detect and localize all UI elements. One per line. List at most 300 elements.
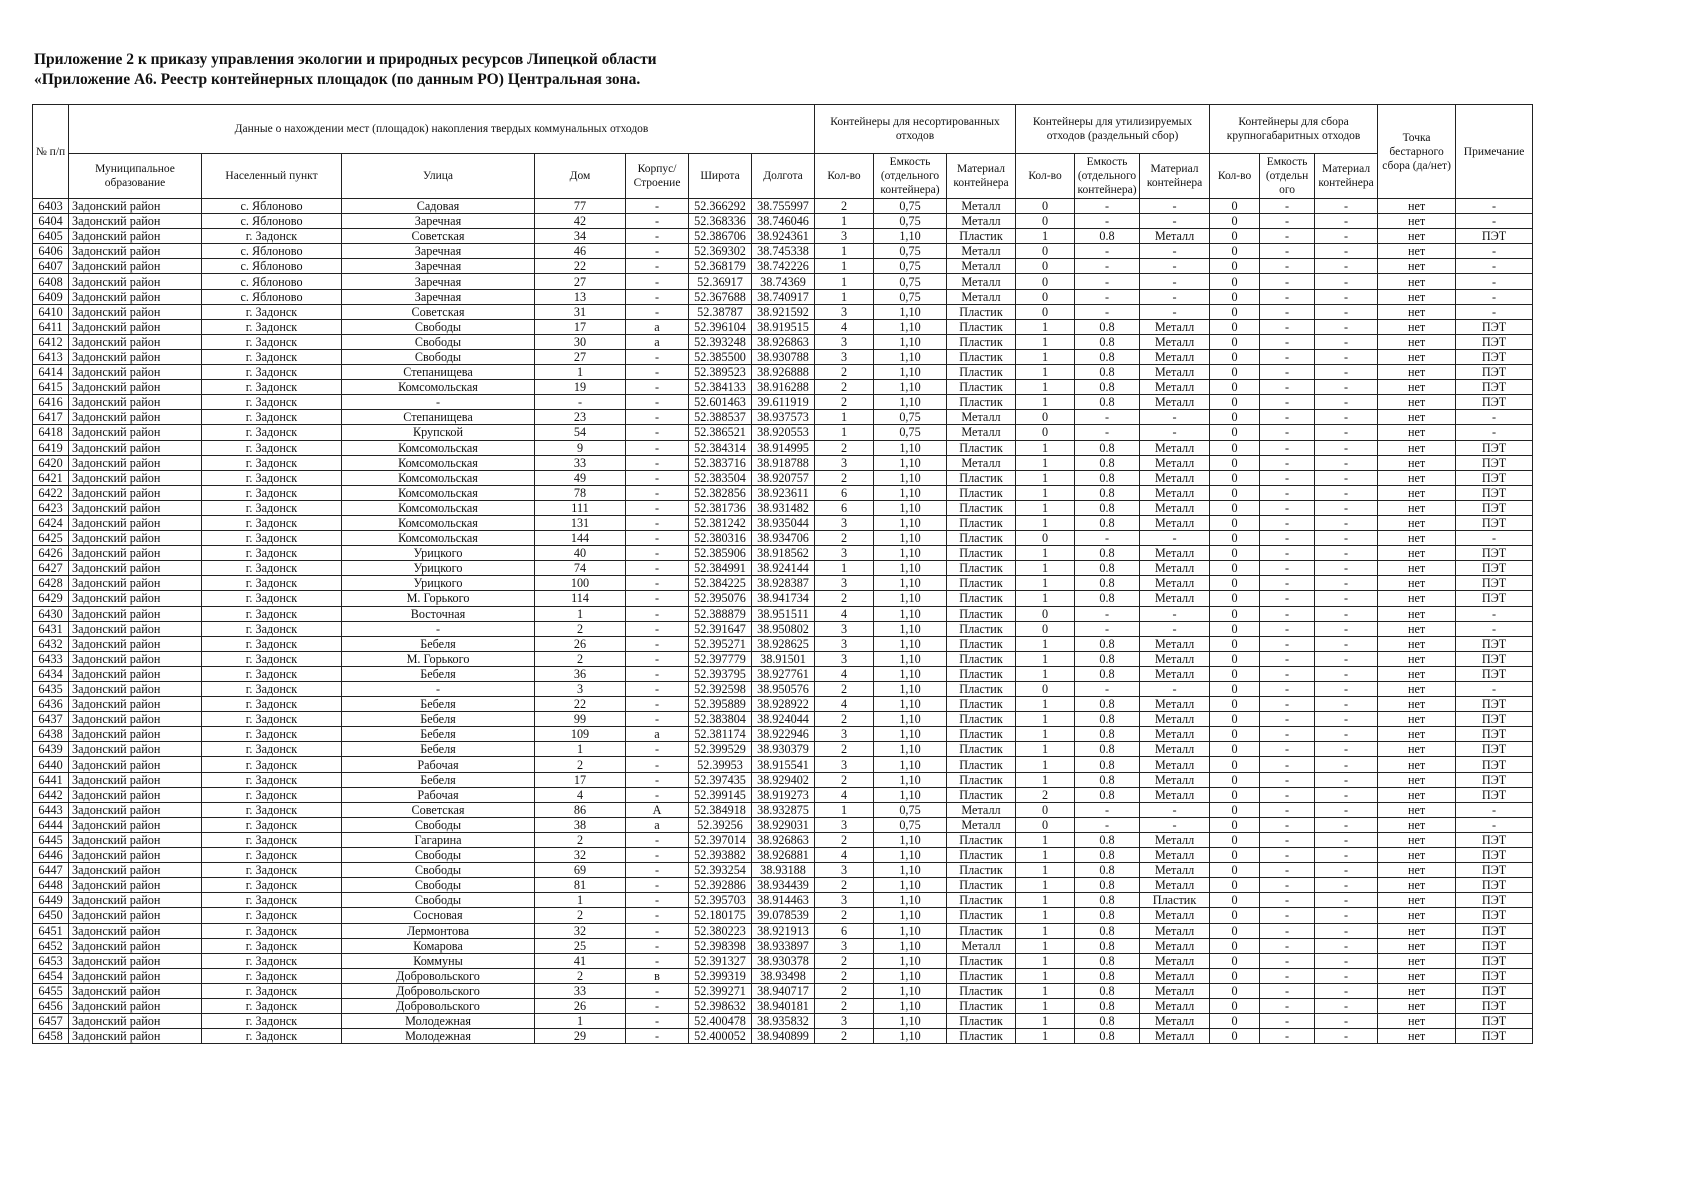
table-cell: Пластик	[947, 576, 1016, 591]
table-cell: Металл	[1140, 968, 1210, 983]
table-cell: -	[626, 289, 689, 304]
table-cell: нет	[1378, 334, 1456, 349]
table-cell: нет	[1378, 968, 1456, 983]
table-cell: 52.395703	[689, 893, 752, 908]
table-cell: -	[1456, 304, 1533, 319]
table-cell: 0	[1210, 334, 1260, 349]
table-cell: 0.8	[1075, 319, 1140, 334]
table-cell: -	[1315, 817, 1378, 832]
table-cell: 52.398398	[689, 938, 752, 953]
table-cell: 26	[535, 998, 626, 1013]
table-cell: 38.927761	[752, 666, 815, 681]
table-cell: 0	[1210, 923, 1260, 938]
table-cell: 0.8	[1075, 998, 1140, 1013]
table-cell: -	[1260, 304, 1315, 319]
table-cell: 52.398632	[689, 998, 752, 1013]
table-cell: -	[626, 349, 689, 364]
table-cell: ПЭТ	[1456, 727, 1533, 742]
table-cell: нет	[1378, 1029, 1456, 1044]
table-cell: 4	[815, 697, 874, 712]
table-cell: Коммуны	[342, 953, 535, 968]
table-cell: -	[1260, 878, 1315, 893]
table-cell: 2	[815, 968, 874, 983]
table-cell: 0	[1210, 561, 1260, 576]
table-cell: -	[1140, 531, 1210, 546]
table-cell: нет	[1378, 485, 1456, 500]
table-cell: ПЭТ	[1456, 742, 1533, 757]
table-cell: Металл	[1140, 591, 1210, 606]
table-cell: 6450	[33, 908, 69, 923]
table-row	[33, 832, 1533, 847]
table-cell: Заречная	[342, 244, 535, 259]
table-cell: 38.74369	[752, 274, 815, 289]
table-cell: -	[626, 410, 689, 425]
table-cell: 1	[1016, 666, 1075, 681]
table-cell: Степанищева	[342, 365, 535, 380]
table-row	[33, 380, 1533, 395]
table-cell: г. Задонск	[202, 697, 342, 712]
table-cell: -	[626, 938, 689, 953]
table-cell: Садовая	[342, 199, 535, 214]
table-cell: 6	[815, 500, 874, 515]
table-cell: 0	[1210, 365, 1260, 380]
table-cell: 38.921592	[752, 304, 815, 319]
table-row	[33, 485, 1533, 500]
table-cell: Пластик	[947, 395, 1016, 410]
table-cell: 1	[1016, 500, 1075, 515]
table-cell: -	[1315, 229, 1378, 244]
table-cell: 0	[1016, 817, 1075, 832]
table-row	[33, 1014, 1533, 1029]
table-cell: 1,10	[874, 757, 947, 772]
table-cell: ПЭТ	[1456, 772, 1533, 787]
table-cell: -	[1260, 621, 1315, 636]
table-cell: 0.8	[1075, 515, 1140, 530]
table-cell: 0	[1210, 863, 1260, 878]
table-row	[33, 576, 1533, 591]
table-cell: Пластик	[947, 531, 1016, 546]
table-cell: г. Задонск	[202, 425, 342, 440]
table-cell: 52.388879	[689, 606, 752, 621]
table-cell: 0	[1210, 998, 1260, 1013]
table-cell: -	[1140, 214, 1210, 229]
table-cell: 1	[1016, 1014, 1075, 1029]
table-cell: нет	[1378, 561, 1456, 576]
table-cell: М. Горького	[342, 591, 535, 606]
table-cell: 0.8	[1075, 938, 1140, 953]
table-cell: 6435	[33, 682, 69, 697]
table-cell: -	[1315, 425, 1378, 440]
table-cell: 0	[1210, 470, 1260, 485]
table-cell: 1	[815, 561, 874, 576]
table-cell: 78	[535, 485, 626, 500]
table-cell: 0	[1016, 682, 1075, 697]
bagless-header: Точка бестарного сбора (да/нет)	[1378, 105, 1456, 199]
table-cell: Задонский район	[69, 289, 202, 304]
table-cell: 6448	[33, 878, 69, 893]
table-cell: -	[1315, 515, 1378, 530]
bulky-count-header: Кол-во	[1210, 154, 1260, 199]
table-cell: г. Задонск	[202, 923, 342, 938]
table-cell: Пластик	[947, 878, 1016, 893]
table-cell: Пластик	[947, 561, 1016, 576]
table-cell: 6426	[33, 546, 69, 561]
latitude-header: Широта	[689, 154, 752, 199]
table-cell: -	[1456, 214, 1533, 229]
table-cell: -	[626, 1029, 689, 1044]
table-cell: 6430	[33, 606, 69, 621]
table-cell: 2	[815, 440, 874, 455]
table-cell: -	[1260, 470, 1315, 485]
table-row	[33, 229, 1533, 244]
table-cell: -	[1315, 682, 1378, 697]
table-cell: 0	[1210, 832, 1260, 847]
table-cell: Заречная	[342, 289, 535, 304]
table-cell: Задонский район	[69, 500, 202, 515]
table-cell: -	[1260, 938, 1315, 953]
table-cell: 38.932875	[752, 802, 815, 817]
table-cell: 0	[1210, 546, 1260, 561]
table-cell: Советская	[342, 229, 535, 244]
table-cell: г. Задонск	[202, 983, 342, 998]
table-cell: Металл	[1140, 787, 1210, 802]
table-cell: -	[1315, 802, 1378, 817]
table-cell: 2	[815, 832, 874, 847]
table-cell: Бебеля	[342, 697, 535, 712]
table-cell: -	[1456, 289, 1533, 304]
table-cell: 0.8	[1075, 440, 1140, 455]
table-cell: -	[1260, 274, 1315, 289]
table-cell: Задонский район	[69, 953, 202, 968]
table-cell: -	[626, 259, 689, 274]
table-cell: г. Задонск	[202, 380, 342, 395]
table-cell: г. Задонск	[202, 1014, 342, 1029]
table-cell: 6453	[33, 953, 69, 968]
table-cell: 6412	[33, 334, 69, 349]
table-cell: Задонский район	[69, 908, 202, 923]
table-cell: Металл	[947, 938, 1016, 953]
table-cell: 0.8	[1075, 636, 1140, 651]
table-cell: 3	[815, 938, 874, 953]
table-cell: 52.368336	[689, 214, 752, 229]
table-cell: Бебеля	[342, 636, 535, 651]
table-cell: 1	[1016, 757, 1075, 772]
table-cell: 1	[1016, 878, 1075, 893]
table-cell: нет	[1378, 727, 1456, 742]
table-cell: 38.91501	[752, 651, 815, 666]
table-cell: Металл	[1140, 229, 1210, 244]
table-cell: Урицкого	[342, 546, 535, 561]
table-cell: 99	[535, 712, 626, 727]
table-cell: г. Задонск	[202, 742, 342, 757]
table-cell: -	[1315, 591, 1378, 606]
table-cell: нет	[1378, 621, 1456, 636]
table-cell: 38.746046	[752, 214, 815, 229]
table-cell: нет	[1378, 863, 1456, 878]
table-cell: 1	[815, 259, 874, 274]
table-cell: 38.934706	[752, 531, 815, 546]
table-cell: г. Задонск	[202, 712, 342, 727]
table-cell: ПЭТ	[1456, 515, 1533, 530]
table-cell: г. Задонск	[202, 802, 342, 817]
table-cell: -	[1315, 440, 1378, 455]
table-cell: ПЭТ	[1456, 878, 1533, 893]
table-cell: -	[626, 666, 689, 681]
table-cell: нет	[1378, 636, 1456, 651]
table-cell: ПЭТ	[1456, 983, 1533, 998]
table-cell: Задонский район	[69, 893, 202, 908]
table-cell: 6457	[33, 1014, 69, 1029]
table-cell: с. Яблоново	[202, 214, 342, 229]
table-cell: М. Горького	[342, 651, 535, 666]
table-cell: 0,75	[874, 817, 947, 832]
table-cell: 3	[815, 304, 874, 319]
table-cell: 0	[1210, 953, 1260, 968]
table-cell: 2	[815, 591, 874, 606]
table-cell: 26	[535, 636, 626, 651]
table-cell: 3	[815, 636, 874, 651]
table-row	[33, 712, 1533, 727]
table-row	[33, 742, 1533, 757]
table-cell: Пластик	[947, 787, 1016, 802]
table-cell: 36	[535, 666, 626, 681]
table-cell: 0	[1210, 772, 1260, 787]
table-cell: 6438	[33, 727, 69, 742]
table-cell: 0	[1210, 395, 1260, 410]
table-cell: 52.385906	[689, 546, 752, 561]
table-cell: г. Задонск	[202, 365, 342, 380]
table-cell: 6416	[33, 395, 69, 410]
table-cell: 38.930379	[752, 742, 815, 757]
table-cell: 0	[1016, 531, 1075, 546]
table-cell: Пластик	[947, 591, 1016, 606]
table-cell: ПЭТ	[1456, 953, 1533, 968]
table-cell: нет	[1378, 938, 1456, 953]
table-cell: Свободы	[342, 863, 535, 878]
table-cell: Пластик	[947, 697, 1016, 712]
table-cell: 1,10	[874, 319, 947, 334]
table-cell: 0.8	[1075, 923, 1140, 938]
table-cell: 52.369302	[689, 244, 752, 259]
table-cell: 1,10	[874, 349, 947, 364]
table-cell: г. Задонск	[202, 349, 342, 364]
table-cell: 1,10	[874, 742, 947, 757]
table-cell: 6407	[33, 259, 69, 274]
table-cell: 6421	[33, 470, 69, 485]
longitude-header: Долгота	[752, 154, 815, 199]
table-cell: 1,10	[874, 546, 947, 561]
table-cell: 6436	[33, 697, 69, 712]
table-cell: 0	[1210, 515, 1260, 530]
table-cell: 0.8	[1075, 1029, 1140, 1044]
table-cell: Комсомольская	[342, 515, 535, 530]
table-cell: 52.397014	[689, 832, 752, 847]
table-cell: -	[626, 214, 689, 229]
table-cell: 1	[1016, 742, 1075, 757]
table-cell: 52.388537	[689, 410, 752, 425]
table-cell: нет	[1378, 274, 1456, 289]
table-cell: 49	[535, 470, 626, 485]
table-cell: 6433	[33, 651, 69, 666]
table-cell: 0,75	[874, 274, 947, 289]
table-cell: г. Задонск	[202, 878, 342, 893]
table-cell: -	[1260, 802, 1315, 817]
table-cell: Задонский район	[69, 214, 202, 229]
table-cell: 6434	[33, 666, 69, 681]
table-cell: ПЭТ	[1456, 651, 1533, 666]
table-cell: 1,10	[874, 893, 947, 908]
table-cell: ПЭТ	[1456, 485, 1533, 500]
table-cell: Пластик	[947, 636, 1016, 651]
table-cell: -	[1260, 365, 1315, 380]
table-cell: г. Задонск	[202, 953, 342, 968]
table-cell: Комсомольская	[342, 485, 535, 500]
table-cell: 1	[535, 1014, 626, 1029]
table-cell: -	[1140, 304, 1210, 319]
table-cell: Добровольского	[342, 983, 535, 998]
table-cell: 17	[535, 319, 626, 334]
table-cell: нет	[1378, 923, 1456, 938]
table-cell: 1	[535, 606, 626, 621]
table-cell: Задонский район	[69, 1029, 202, 1044]
table-cell: -	[1260, 576, 1315, 591]
table-cell: 4	[815, 606, 874, 621]
table-cell: 6447	[33, 863, 69, 878]
table-cell: 0	[1210, 485, 1260, 500]
table-cell: ПЭТ	[1456, 395, 1533, 410]
table-cell: в	[626, 968, 689, 983]
table-cell: 1	[1016, 365, 1075, 380]
table-cell: 52.383716	[689, 455, 752, 470]
table-cell: Задонский район	[69, 848, 202, 863]
table-cell: а	[626, 319, 689, 334]
table-cell: -	[1075, 289, 1140, 304]
table-cell: г. Задонск	[202, 666, 342, 681]
table-cell: -	[1315, 697, 1378, 712]
table-cell: 0,75	[874, 199, 947, 214]
table-cell: Комарова	[342, 938, 535, 953]
table-cell: 52.396104	[689, 319, 752, 334]
table-cell: Сосновая	[342, 908, 535, 923]
table-cell: Металл	[1140, 712, 1210, 727]
table-cell: Металл	[1140, 440, 1210, 455]
table-cell: 1,10	[874, 470, 947, 485]
table-cell: 1,10	[874, 832, 947, 847]
table-cell: -	[1315, 561, 1378, 576]
table-cell: -	[1315, 983, 1378, 998]
table-cell: 6	[815, 923, 874, 938]
table-cell: Пластик	[947, 319, 1016, 334]
table-cell: Металл	[1140, 953, 1210, 968]
table-cell: -	[626, 244, 689, 259]
table-cell: 0	[1016, 274, 1075, 289]
table-row	[33, 998, 1533, 1013]
table-cell: -	[626, 832, 689, 847]
table-cell: 38.924044	[752, 712, 815, 727]
table-cell: 0	[1210, 500, 1260, 515]
table-cell: 0	[1210, 893, 1260, 908]
table-cell: 52.368179	[689, 259, 752, 274]
table-row	[33, 682, 1533, 697]
table-cell: Свободы	[342, 319, 535, 334]
table-cell: ПЭТ	[1456, 470, 1533, 485]
table-cell: Задонский район	[69, 666, 202, 681]
table-cell: -	[1075, 259, 1140, 274]
table-cell: 6446	[33, 848, 69, 863]
table-cell: -	[1260, 425, 1315, 440]
table-cell: -	[1260, 772, 1315, 787]
table-cell: 6439	[33, 742, 69, 757]
table-row	[33, 848, 1533, 863]
table-cell: 1,10	[874, 1014, 947, 1029]
table-cell: 1	[1016, 863, 1075, 878]
table-cell: г. Задонск	[202, 334, 342, 349]
table-cell: нет	[1378, 1014, 1456, 1029]
table-cell: 38.941734	[752, 591, 815, 606]
table-cell: Комсомольская	[342, 470, 535, 485]
table-cell: 52.386706	[689, 229, 752, 244]
bulky-capacity-header: Емкость (отдельн ого	[1260, 154, 1315, 199]
table-row	[33, 500, 1533, 515]
table-cell: Пластик	[947, 953, 1016, 968]
table-cell: 38.928922	[752, 697, 815, 712]
table-cell: 1	[535, 365, 626, 380]
table-cell: 0	[1016, 606, 1075, 621]
table-cell: 0	[1210, 666, 1260, 681]
table-cell: 1,10	[874, 591, 947, 606]
table-cell: нет	[1378, 455, 1456, 470]
table-cell: 0.8	[1075, 546, 1140, 561]
table-cell: -	[1260, 757, 1315, 772]
table-cell: 32	[535, 848, 626, 863]
table-cell: Пластик	[947, 651, 1016, 666]
table-cell: 38.93498	[752, 968, 815, 983]
table-cell: Задонский район	[69, 395, 202, 410]
table-cell: 33	[535, 455, 626, 470]
table-cell: 38.920757	[752, 470, 815, 485]
table-cell: ПЭТ	[1456, 1014, 1533, 1029]
table-cell: 52.393795	[689, 666, 752, 681]
table-cell: 0	[1210, 712, 1260, 727]
table-cell: 38.918562	[752, 546, 815, 561]
table-cell: г. Задонск	[202, 515, 342, 530]
unsorted-material-header: Материал контейнера	[947, 154, 1016, 199]
table-cell: 6417	[33, 410, 69, 425]
table-cell: -	[626, 199, 689, 214]
table-cell: 0.8	[1075, 1014, 1140, 1029]
table-cell: Пластик	[947, 727, 1016, 742]
table-cell: 6442	[33, 787, 69, 802]
table-cell: 38.924144	[752, 561, 815, 576]
table-cell: 0.8	[1075, 591, 1140, 606]
table-cell: Пластик	[947, 440, 1016, 455]
table-cell: 1	[1016, 334, 1075, 349]
table-cell: 13	[535, 289, 626, 304]
table-cell: 0	[1210, 1029, 1260, 1044]
table-cell: Металл	[1140, 561, 1210, 576]
table-cell: 52.395889	[689, 697, 752, 712]
table-cell: Задонский район	[69, 425, 202, 440]
table-cell: 2	[815, 908, 874, 923]
recycled-capacity-header: Емкость (отдельного контейнера)	[1075, 154, 1140, 199]
heading-line-1: Приложение 2 к приказу управления экологии и природных ресурсов Липецкой области	[34, 51, 657, 68]
table-cell: Пластик	[947, 908, 1016, 923]
table-row	[33, 953, 1533, 968]
table-cell: -	[626, 591, 689, 606]
table-cell: 3	[815, 893, 874, 908]
table-cell: 32	[535, 923, 626, 938]
table-cell: г. Задонск	[202, 757, 342, 772]
